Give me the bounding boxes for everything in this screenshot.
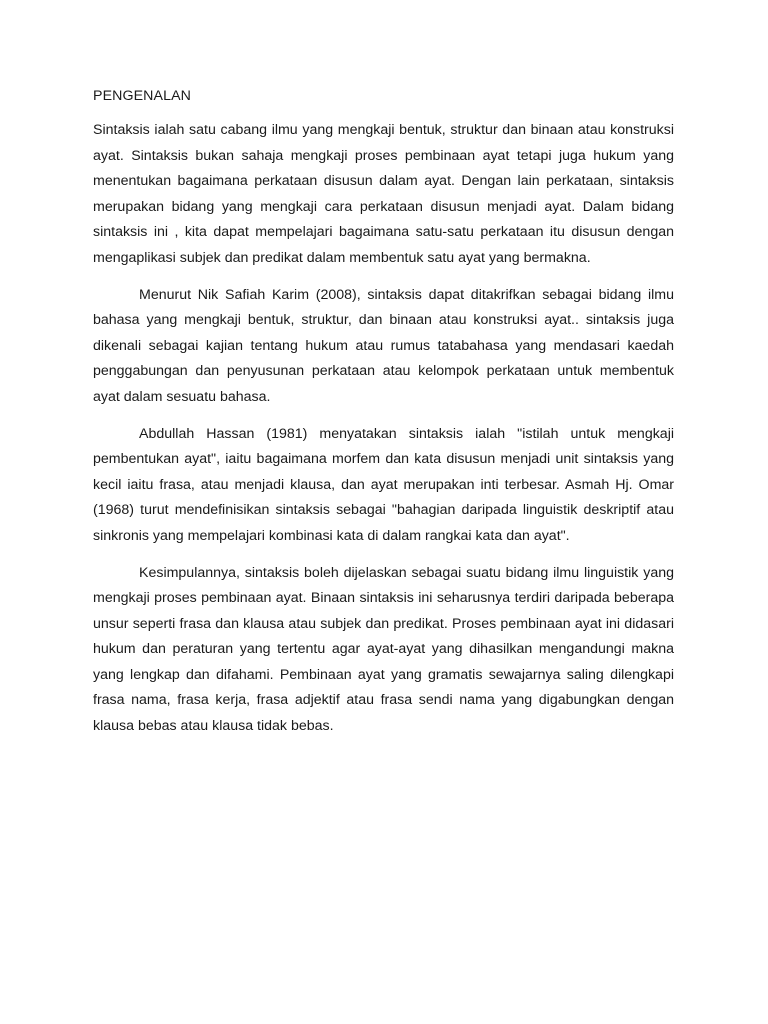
section-heading: PENGENALAN — [93, 88, 191, 104]
paragraph-nik-safiah-karim: Menurut Nik Safiah Karim (2008), sintaksis dapat ditakrifkan sebagai bidang ilmu bahasa yang mengkaji bentuk, struktur, dan binaan atau konstruksi ayat.. sintaksis juga dikenali sebagai kajian tentang hukum atau rumus tatabahasa yang mendasari kaedah penggabungan dan penyusunan perkataan atau kelompok perkataan untuk membentuk ayat dalam sesuatu bahasa. — [93, 286, 674, 405]
document-body — [93, 86, 674, 751]
paragraph-abdullah-hassan: Abdullah Hassan (1981) menyatakan sintaksis ialah "istilah untuk mengkaji pembentukan ayat", iaitu bagaimana morfem dan kata disusun menjadi unit sintaksis yang kecil iaitu frasa, atau menjadi klausa, dan ayat merupakan inti terbesar. Asmah Hj. Omar (1968) turut mendefinisikan sintaksis sebagai "bahagian daripada linguistik deskriptif atau sinkronis yang mempelajari kombinasi kata di dalam rangkai kata dan ayat". — [93, 425, 674, 544]
paragraph-introduction: Sintaksis ialah satu cabang ilmu yang mengkaji bentuk, struktur dan binaan atau konstruksi ayat. Sintaksis bukan sahaja mengkaji proses pembinaan ayat tetapi juga hukum yang menentukan bagaimana perkataan disusun dalam ayat. Dengan lain perkataan, sintaksis merupakan bidang yang mengkaji cara perkataan disusun menjadi ayat. Dalam bidang sintaksis ini , kita dapat mempelajari bagaimana satu-satu perkataan itu disusun dengan mengaplikasi subjek dan predikat dalam membentuk satu ayat yang bermakna. — [93, 122, 674, 266]
paragraph-conclusion: Kesimpulannya, sintaksis boleh dijelaskan sebagai suatu bidang ilmu linguistik yang mengkaji proses pembinaan ayat. Binaan sintaksis ini seharusnya terdiri daripada beberapa unsur seperti frasa dan klausa atau subjek dan predikat. Proses pembinaan ayat ini didasari hukum dan peraturan yang tertentu agar ayat-ayat yang dihasilkan mengandungi makna yang lengkap dan difahami. Pembinaan ayat yang gramatis sewajarnya saling dilengkapi frasa nama, frasa kerja, frasa adjektif atau frasa sendi nama yang digabungkan dengan klausa bebas atau klausa tidak bebas. — [93, 564, 674, 735]
